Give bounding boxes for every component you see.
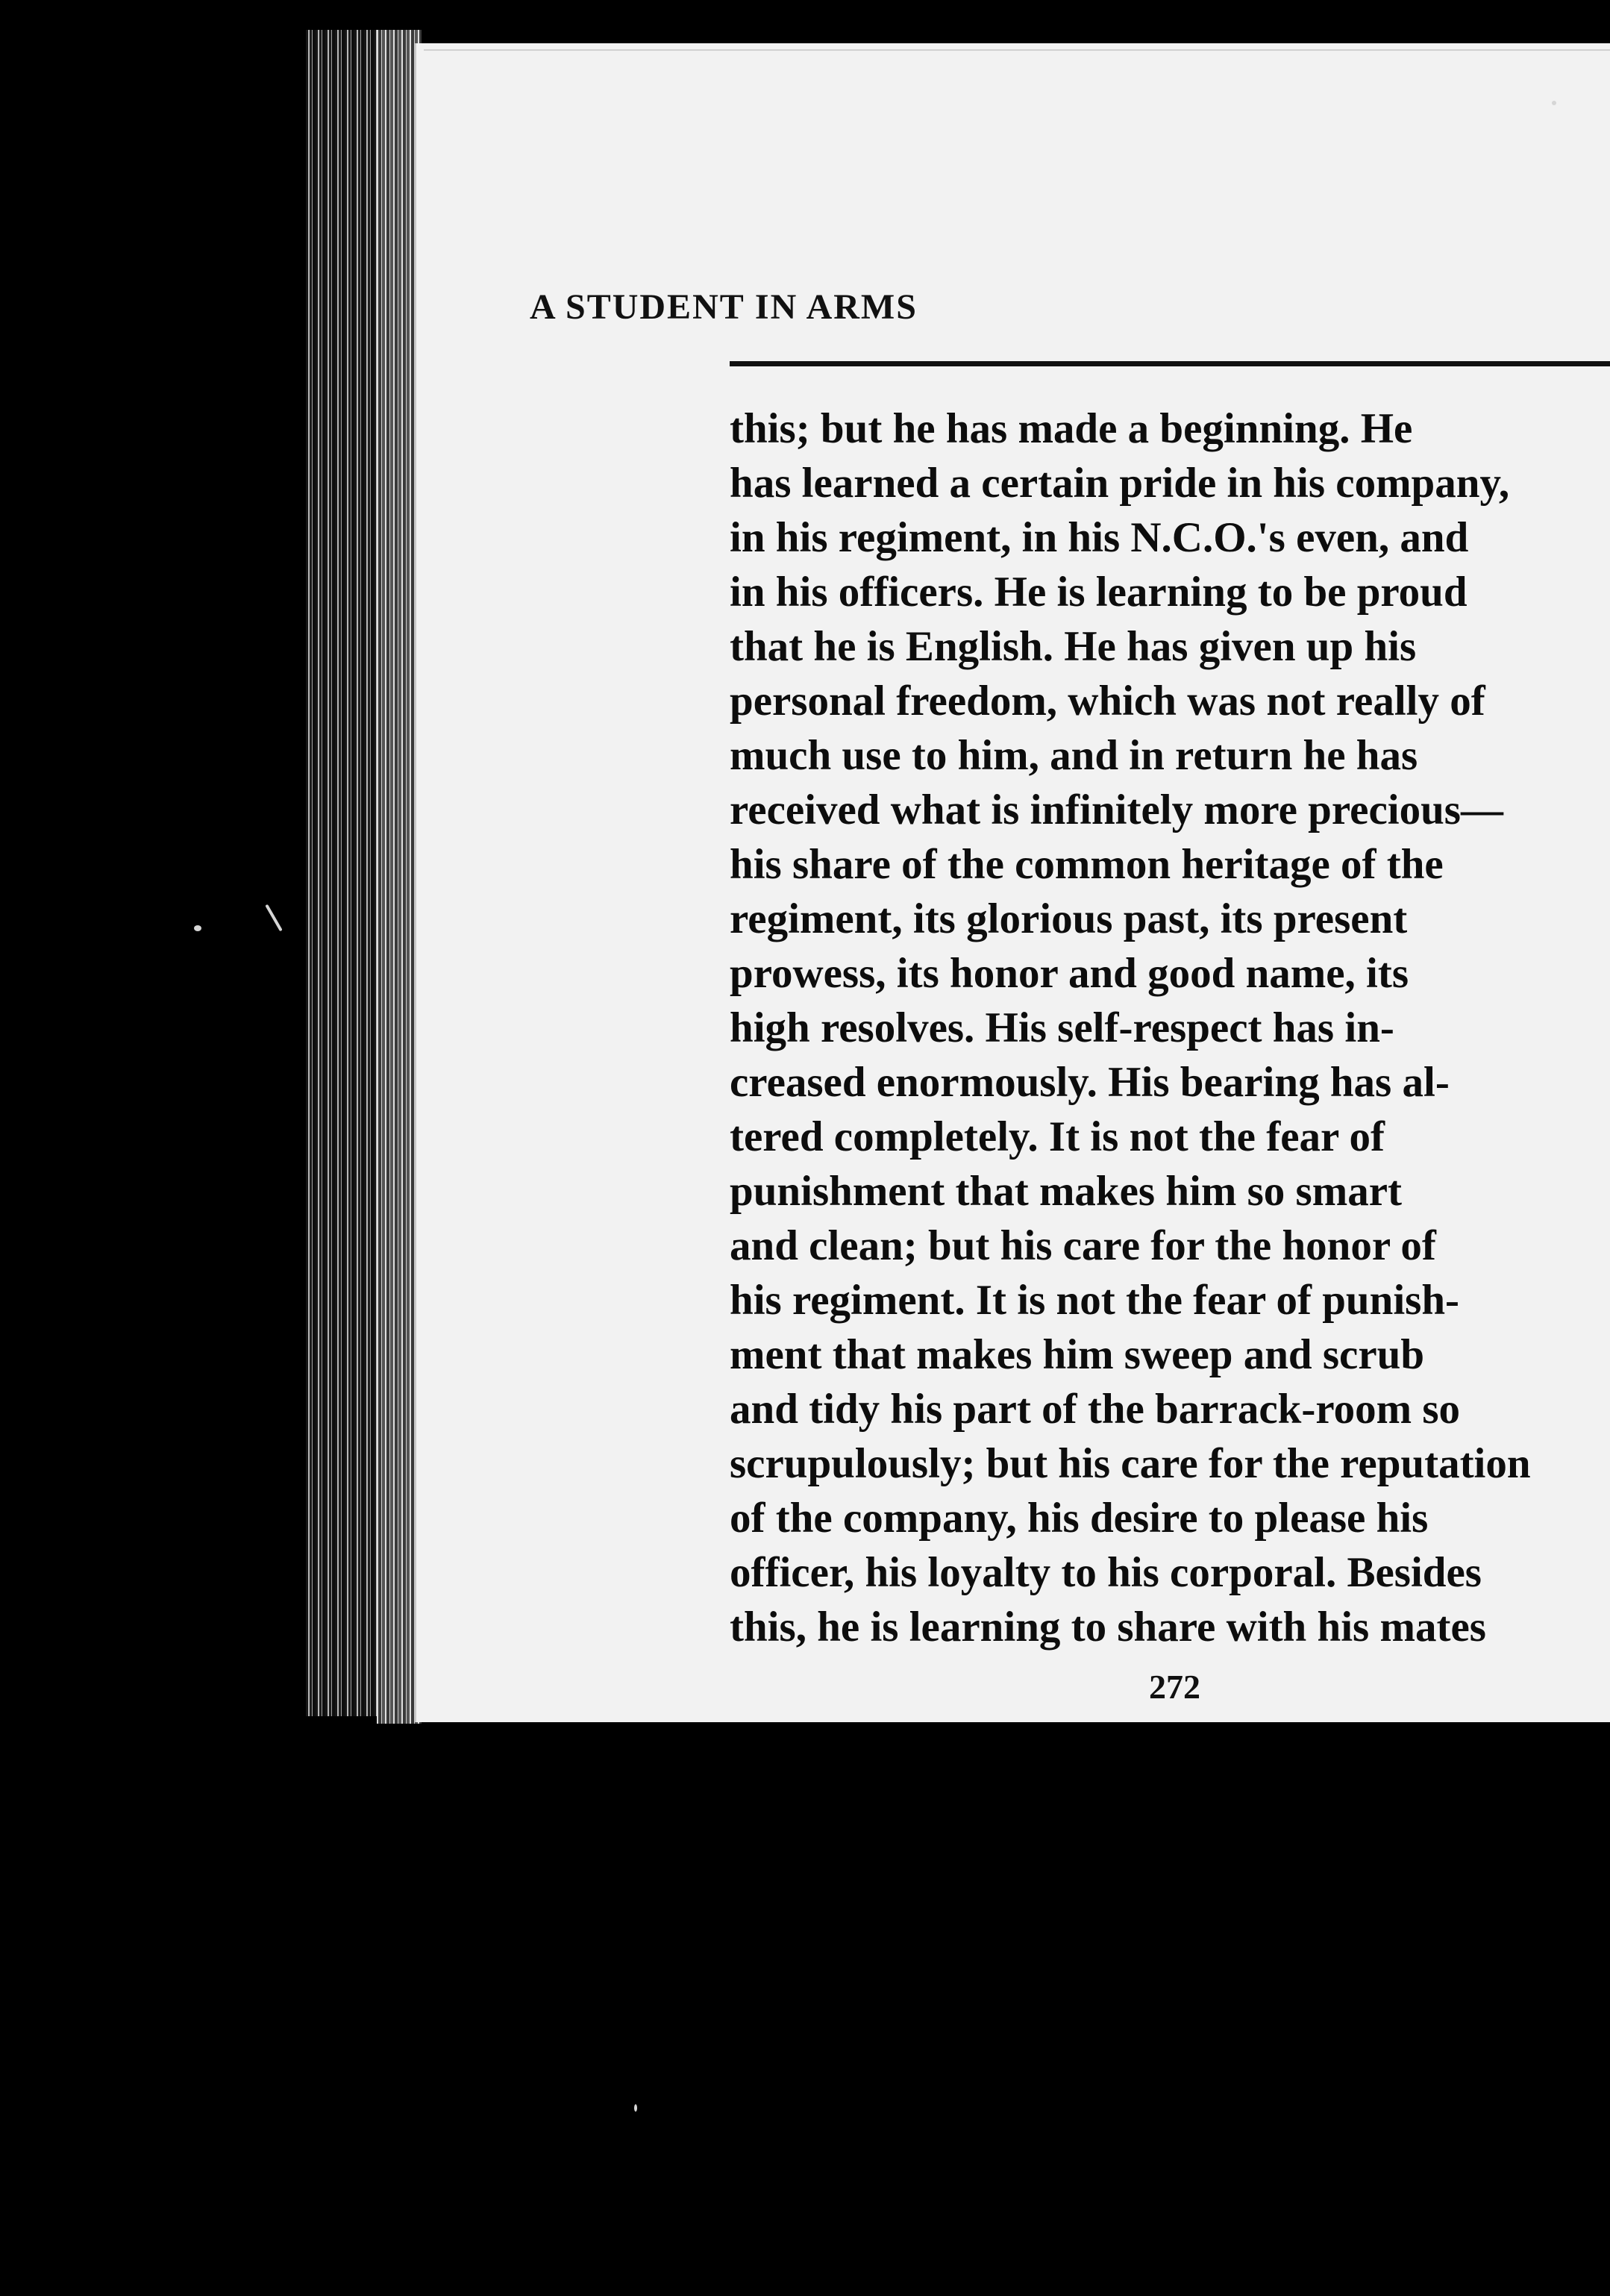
- text-line: this, he is learning to share with his mates: [730, 1604, 1486, 1651]
- scan-speck: [1552, 101, 1556, 105]
- text-line: high resolves. His self-respect has in-: [730, 1004, 1394, 1051]
- text-line: regiment, its glorious past, its present: [730, 895, 1408, 942]
- text-line: and clean; but his care for the honor of: [730, 1222, 1436, 1269]
- scan-speck: [265, 904, 282, 932]
- scan-speck: [194, 925, 201, 931]
- text-line: creased enormously. His bearing has al-: [730, 1059, 1450, 1106]
- text-line: this; but he has made a beginning. He: [730, 405, 1413, 452]
- scan-background: [0, 1724, 1610, 2296]
- text-line: that he is English. He has given up his: [730, 623, 1417, 670]
- head-rule: [730, 361, 1610, 366]
- body-text: [730, 401, 1610, 1654]
- page-number: 272: [1149, 1668, 1200, 1706]
- text-line: received what is infinitely more precious—: [730, 786, 1503, 833]
- text-line: officer, his loyalty to his corporal. Besides: [730, 1549, 1482, 1596]
- text-line: has learned a certain pride in his company,: [730, 460, 1510, 507]
- text-line: in his regiment, in his N.C.O.'s even, and: [730, 514, 1469, 561]
- text-line: scrupulously; but his care for the reputation: [730, 1440, 1531, 1487]
- text-line: and tidy his part of the barrack-room so: [730, 1386, 1461, 1433]
- text-line: ment that makes him sweep and scrub: [730, 1331, 1425, 1378]
- text-line: his share of the common heritage of the: [730, 841, 1444, 888]
- text-line: his regiment. It is not the fear of punish-: [730, 1277, 1460, 1324]
- text-line: much use to him, and in return he has: [730, 732, 1418, 779]
- text-line: punishment that makes him so smart: [730, 1168, 1403, 1215]
- text-line: personal freedom, which was not really of: [730, 678, 1485, 725]
- text-line: prowess, its honor and good name, its: [730, 950, 1409, 997]
- running-head: A STUDENT IN ARMS: [530, 287, 918, 327]
- scan-speck: [634, 2104, 637, 2112]
- text-line: of the company, his desire to please his: [730, 1495, 1429, 1542]
- text-line: tered completely. It is not the fear of: [730, 1113, 1385, 1160]
- text-line: in his officers. He is learning to be proud: [730, 569, 1468, 616]
